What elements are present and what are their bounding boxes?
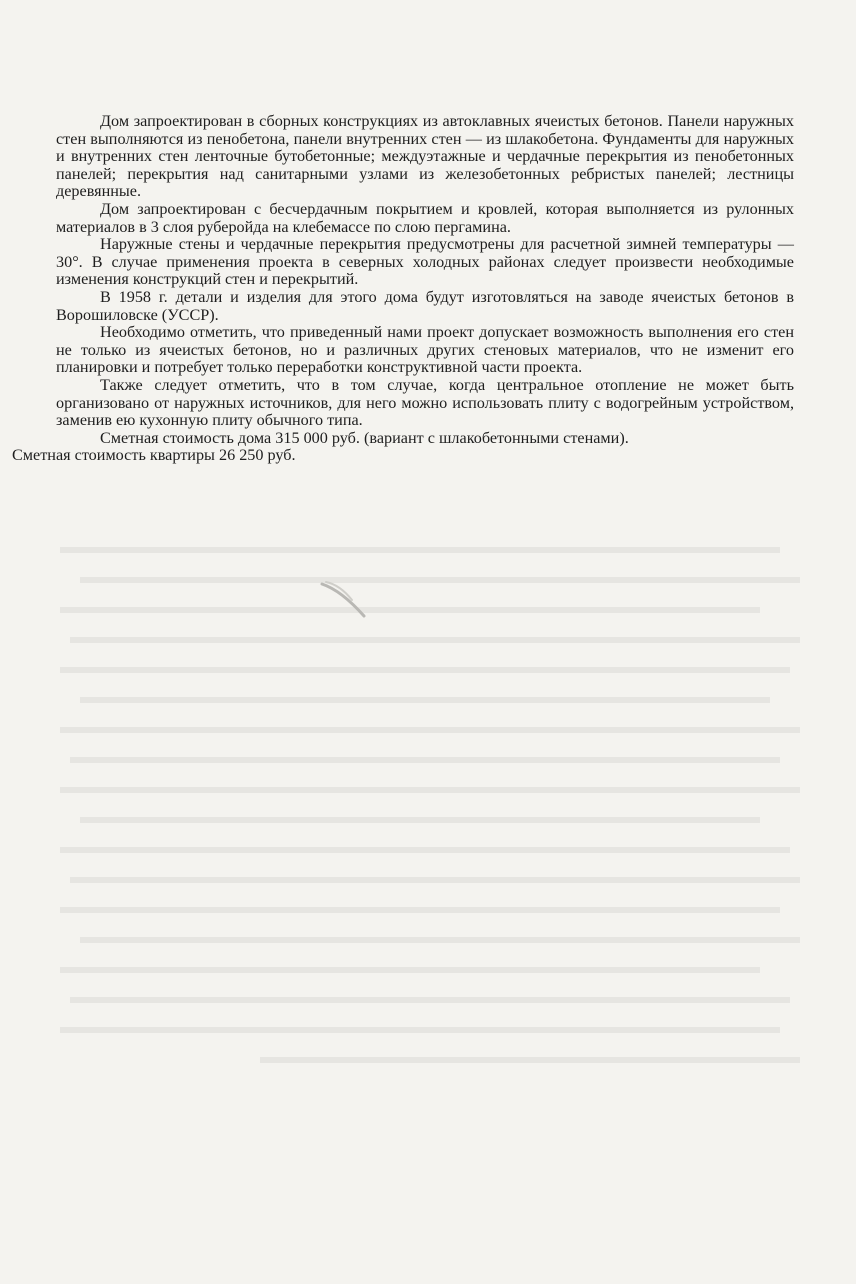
paragraph-construction: Дом запроектирован в сборных конструкциях из автоклавных ячеистых бетонов. Панели наружных стен выполняются из пенобетона, панели внутренних стен — из шлакобетона. Фундаменты для наружных и внутренних стен ленточные бутобетонные; междуэтажные и чердачные перекрытия из пенобетонных панелей; перекрытия над санитарными узлами из железобетонных ребристых панелей; лестницы деревянные. <box>56 112 794 201</box>
paragraph-roof: Дом запроектирован с бесчердачным покрытием и кровлей, которая выполняется из рулонных материалов в 3 слоя руберойда на клебемассе по слою пергамина. <box>56 199 794 236</box>
show-through-texture <box>60 540 800 1080</box>
paragraph-walls-temperature: Наружные стены и чердачные перекрытия предусмотрены для расчетной зимней температуры —30°. В случае применения проекта в северных холодных районах следует произвести необходимые изменения конструкций стен и перекрытий. <box>56 235 794 289</box>
body-text <box>12 112 794 465</box>
house-cost-text: Сметная стоимость дома 315 000 руб. (вариант с шлакобетонными стенами). <box>100 428 629 447</box>
ink-smudge-mark <box>318 578 368 620</box>
paragraph-cost <box>12 428 794 465</box>
paragraph-factory: В 1958 г. детали и изделия для этого дома будут изготовляться на заводе ячеистых бетонов в Ворошиловске (УССР). <box>56 287 794 324</box>
apartment-cost-text: Сметная стоимость квартиры 26 250 руб. <box>12 446 296 465</box>
paragraph-materials: Необходимо отметить, что приведенный нами проект допускает возможность выполнения его стен не только из ячеистых бетонов, но и различных других стеновых материалов, что не изменит его планировки и потребует только переработки конструктивной части проекта. <box>56 323 794 377</box>
paragraph-heating: Также следует отметить, что в том случае, когда центральное отопление не может быть организовано от наружных источников, для него можно использовать плиту с водогрейным устройством, заменив ею кухонную плиту обычного типа. <box>56 375 794 430</box>
